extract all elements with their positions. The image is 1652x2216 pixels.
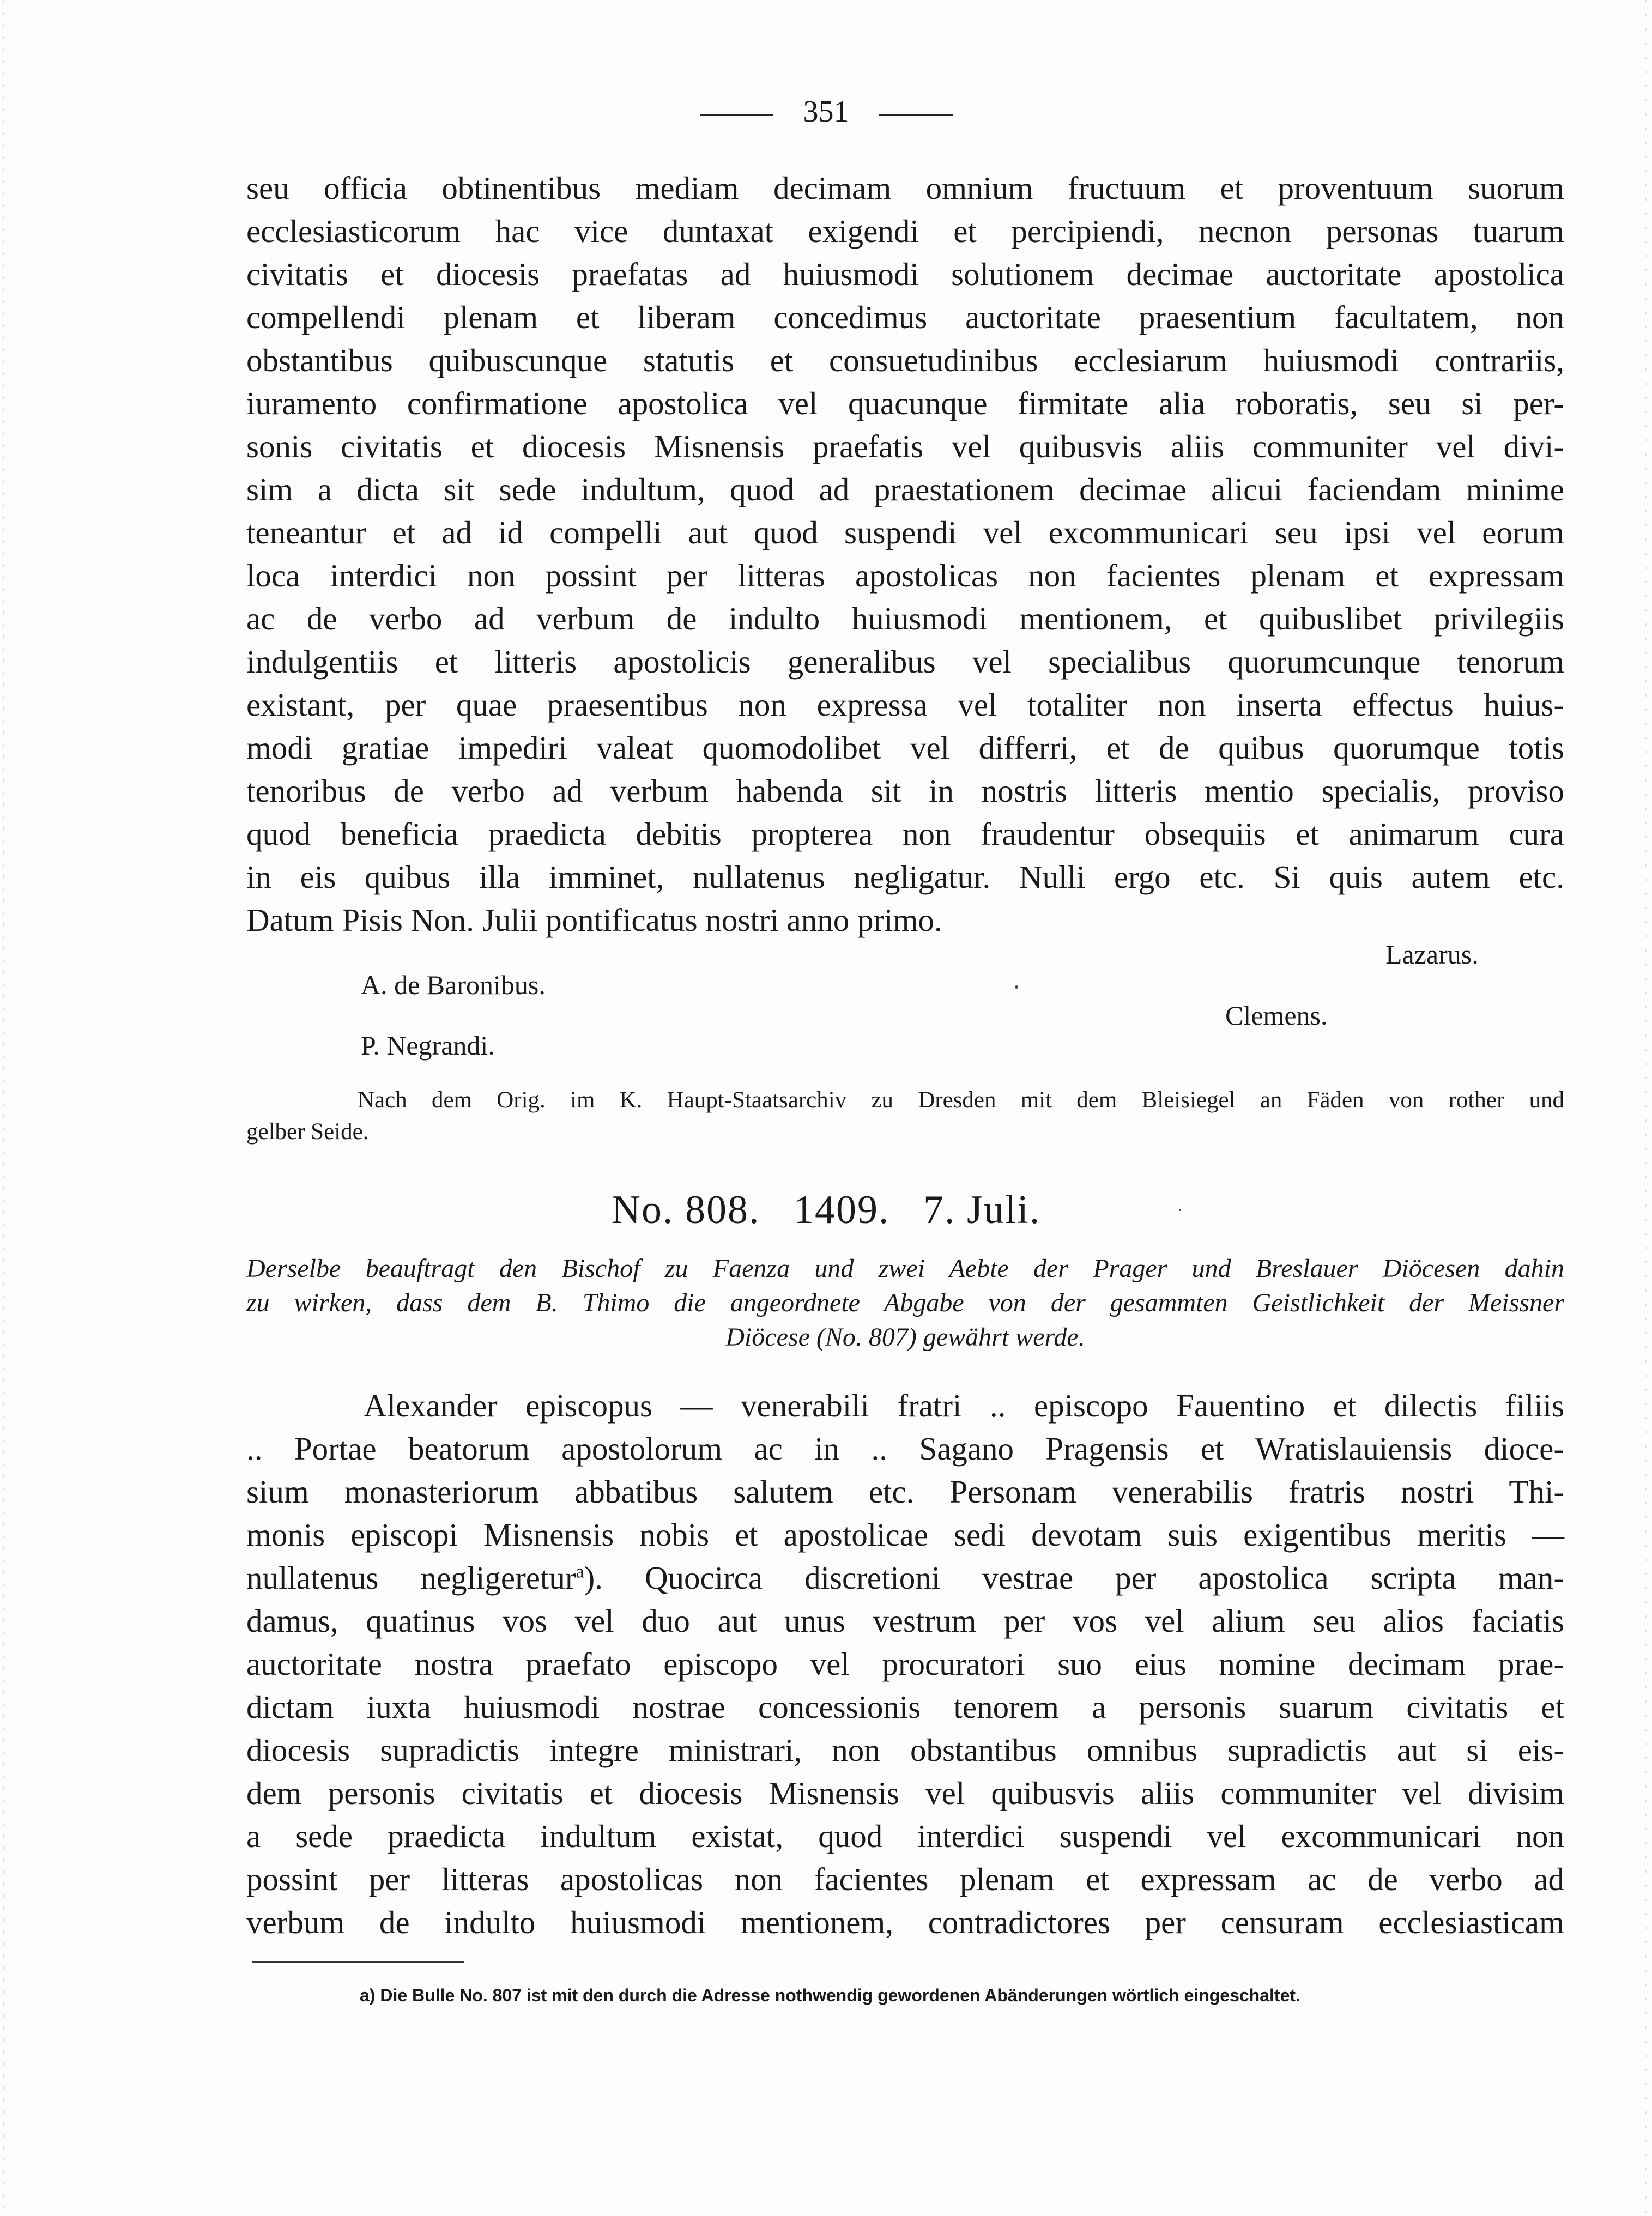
text-line: damus, quatinus vos vel duo aut unus vestrum per vos vel alium seu alios faciatis [246,1603,1564,1639]
text-line: a sede praedicta indultum existat, quod interdici suspendi vel excommunicari non [246,1818,1564,1854]
text-line: civitatis et diocesis praefatas ad huiusmodi solutionem decimae auctoritate apostolica [246,256,1564,292]
page-number-rule-left [700,114,773,116]
text-line: teneantur et ad id compelli aut quod suspendi vel excommunicari seu ipsi vel eorum [246,514,1564,550]
text-line: quod beneficia praedicta debitis propterea non fraudentur obsequiis et animarum cura [246,816,1564,852]
text-line: ac de verbo ad verbum de indulto huiusmodi mentionem, et quibuslibet privilegiis [246,601,1564,637]
text-line: compellendi plenam et liberam concedimus auctoritate praesentium facultatem, non [246,299,1564,335]
text-line: loca interdici non possint per litteras apostolicas non facientes plenam et expressam [246,558,1564,594]
footnote-rule [252,1961,464,1963]
summary-line: zu wirken, dass dem B. Thimo die angeordnete Abgabe von der gesammten Geistlichkeit der Meissner [246,1288,1564,1317]
main-paragraph [246,1384,1564,1944]
text-line: in eis quibus illa imminet, nullatenus negligatur. Nulli ergo etc. Si quis autem etc. [246,859,1564,895]
text-line: seu officia obtinentibus mediam decimam omnium fructuum et proventuum suorum [246,170,1564,206]
summary-line: Diöcese (No. 807) gewährt werde. [725,1323,1085,1352]
text-line: Alexander episcopus — venerabili fratri .. episcopo Fauentino et dilectis filiis [364,1388,1564,1424]
text-line: diocesis supradictis integre ministrari, non obstantibus omnibus supradictis aut si eis- [246,1732,1564,1768]
summary-line: Derselbe beauftragt den Bischof zu Faenza und zwei Aebte der Prager und Breslauer Diöcesen dahin [246,1254,1564,1283]
signature-clemens: Clemens. [1225,1000,1328,1031]
text-line: auctoritate nostra praefato episcopo vel procuratori suo eius nomine decimam prae- [246,1646,1564,1682]
text-line: verbum de indulto huiusmodi mentionem, contradictores per censuram ecclesiasticam [246,1904,1564,1940]
text-line: .. Portae beatorum apostolorum ac in .. Sagano Pragensis et Wratislauiensis dioce- [246,1431,1564,1467]
source-line: gelber Seide. [246,1119,369,1145]
document-heading: No. 808. 1409. 7. Juli. [611,1188,1041,1232]
text-line: modi gratiae impediri valeat quomodolibet vel differri, et de quibus quorumque totis [246,730,1564,766]
text-line: existant, per quae praesentibus non expressa vel totaliter non inserta effectus huius- [246,687,1564,723]
top-paragraph [246,167,1564,942]
text-fragment: ). Quocirca discretioni vestrae per apostolica scripta man- [584,1560,1564,1596]
page-number-header [0,93,1652,131]
text-fragment: nullatenus negligeretur [246,1560,576,1596]
text-line: ecclesiasticorum hac vice duntaxat exigendi et percipiendi, necnon personas tuarum [246,213,1564,249]
text-line: possint per litteras apostolicas non facientes plenam et expressam ac de verbo ad [246,1861,1564,1897]
text-line [246,1557,1564,1600]
text-line: dem personis civitatis et diocesis Misnensis vel quibusvis aliis communiter vel divisim [246,1775,1564,1811]
footnote: a) Die Bulle No. 807 ist mit den durch die Adresse nothwendig gewordenen Abänderungen wörtlich eingeschaltet. [360,1985,1300,2005]
signature-negrandi: P. Negrandi. [361,1030,495,1061]
signature-baronibus: A. de Baronibus. [361,970,546,1000]
page-number: 351 [803,95,849,129]
text-line: Datum Pisis Non. Julii pontificatus nostri anno primo. [246,902,942,938]
footnote-marker: a [576,1561,584,1582]
scan-edge-right [1645,0,1647,2216]
source-line: Nach dem Orig. im K. Haupt-Staatsarchiv zu Dresden mit dem Bleisiegel an Fäden von rother und [358,1087,1564,1113]
text-line: obstantibus quibuscunque statutis et consuetudinibus ecclesiarum huiusmodi contrariis, [246,342,1564,378]
signature-lazarus: Lazarus. [1385,939,1479,970]
text-line: iuramento confirmatione apostolica vel quacunque firmitate alia roboratis, seu si per- [246,385,1564,421]
text-line: indulgentiis et litteris apostolicis generalibus vel specialibus quorumcunque tenorum [246,644,1564,680]
page-number-rule-right [879,114,953,116]
stray-dot [1015,985,1018,989]
text-line: sium monasteriorum abbatibus salutem etc. Personam venerabilis fratris nostri Thi- [246,1474,1564,1510]
text-line: sonis civitatis et diocesis Misnensis praefatis vel quibusvis aliis communiter vel divi- [246,428,1564,464]
text-line: tenoribus de verbo ad verbum habenda sit in nostris litteris mentio specialis, proviso [246,773,1564,809]
text-line: sim a dicta sit sede indultum, quod ad praestationem decimae alicui faciendam minime [246,471,1564,507]
document-summary [246,1251,1564,1354]
text-line: dictam iuxta huiusmodi nostrae concessionis tenorem a personis suarum civitatis et [246,1689,1564,1725]
stray-dot [1179,1209,1181,1211]
source-note [246,1085,1564,1148]
scan-edge-left [3,0,4,2216]
text-line: monis episcopi Misnensis nobis et apostolicae sedi devotam suis exigentibus meritis — [246,1517,1564,1553]
